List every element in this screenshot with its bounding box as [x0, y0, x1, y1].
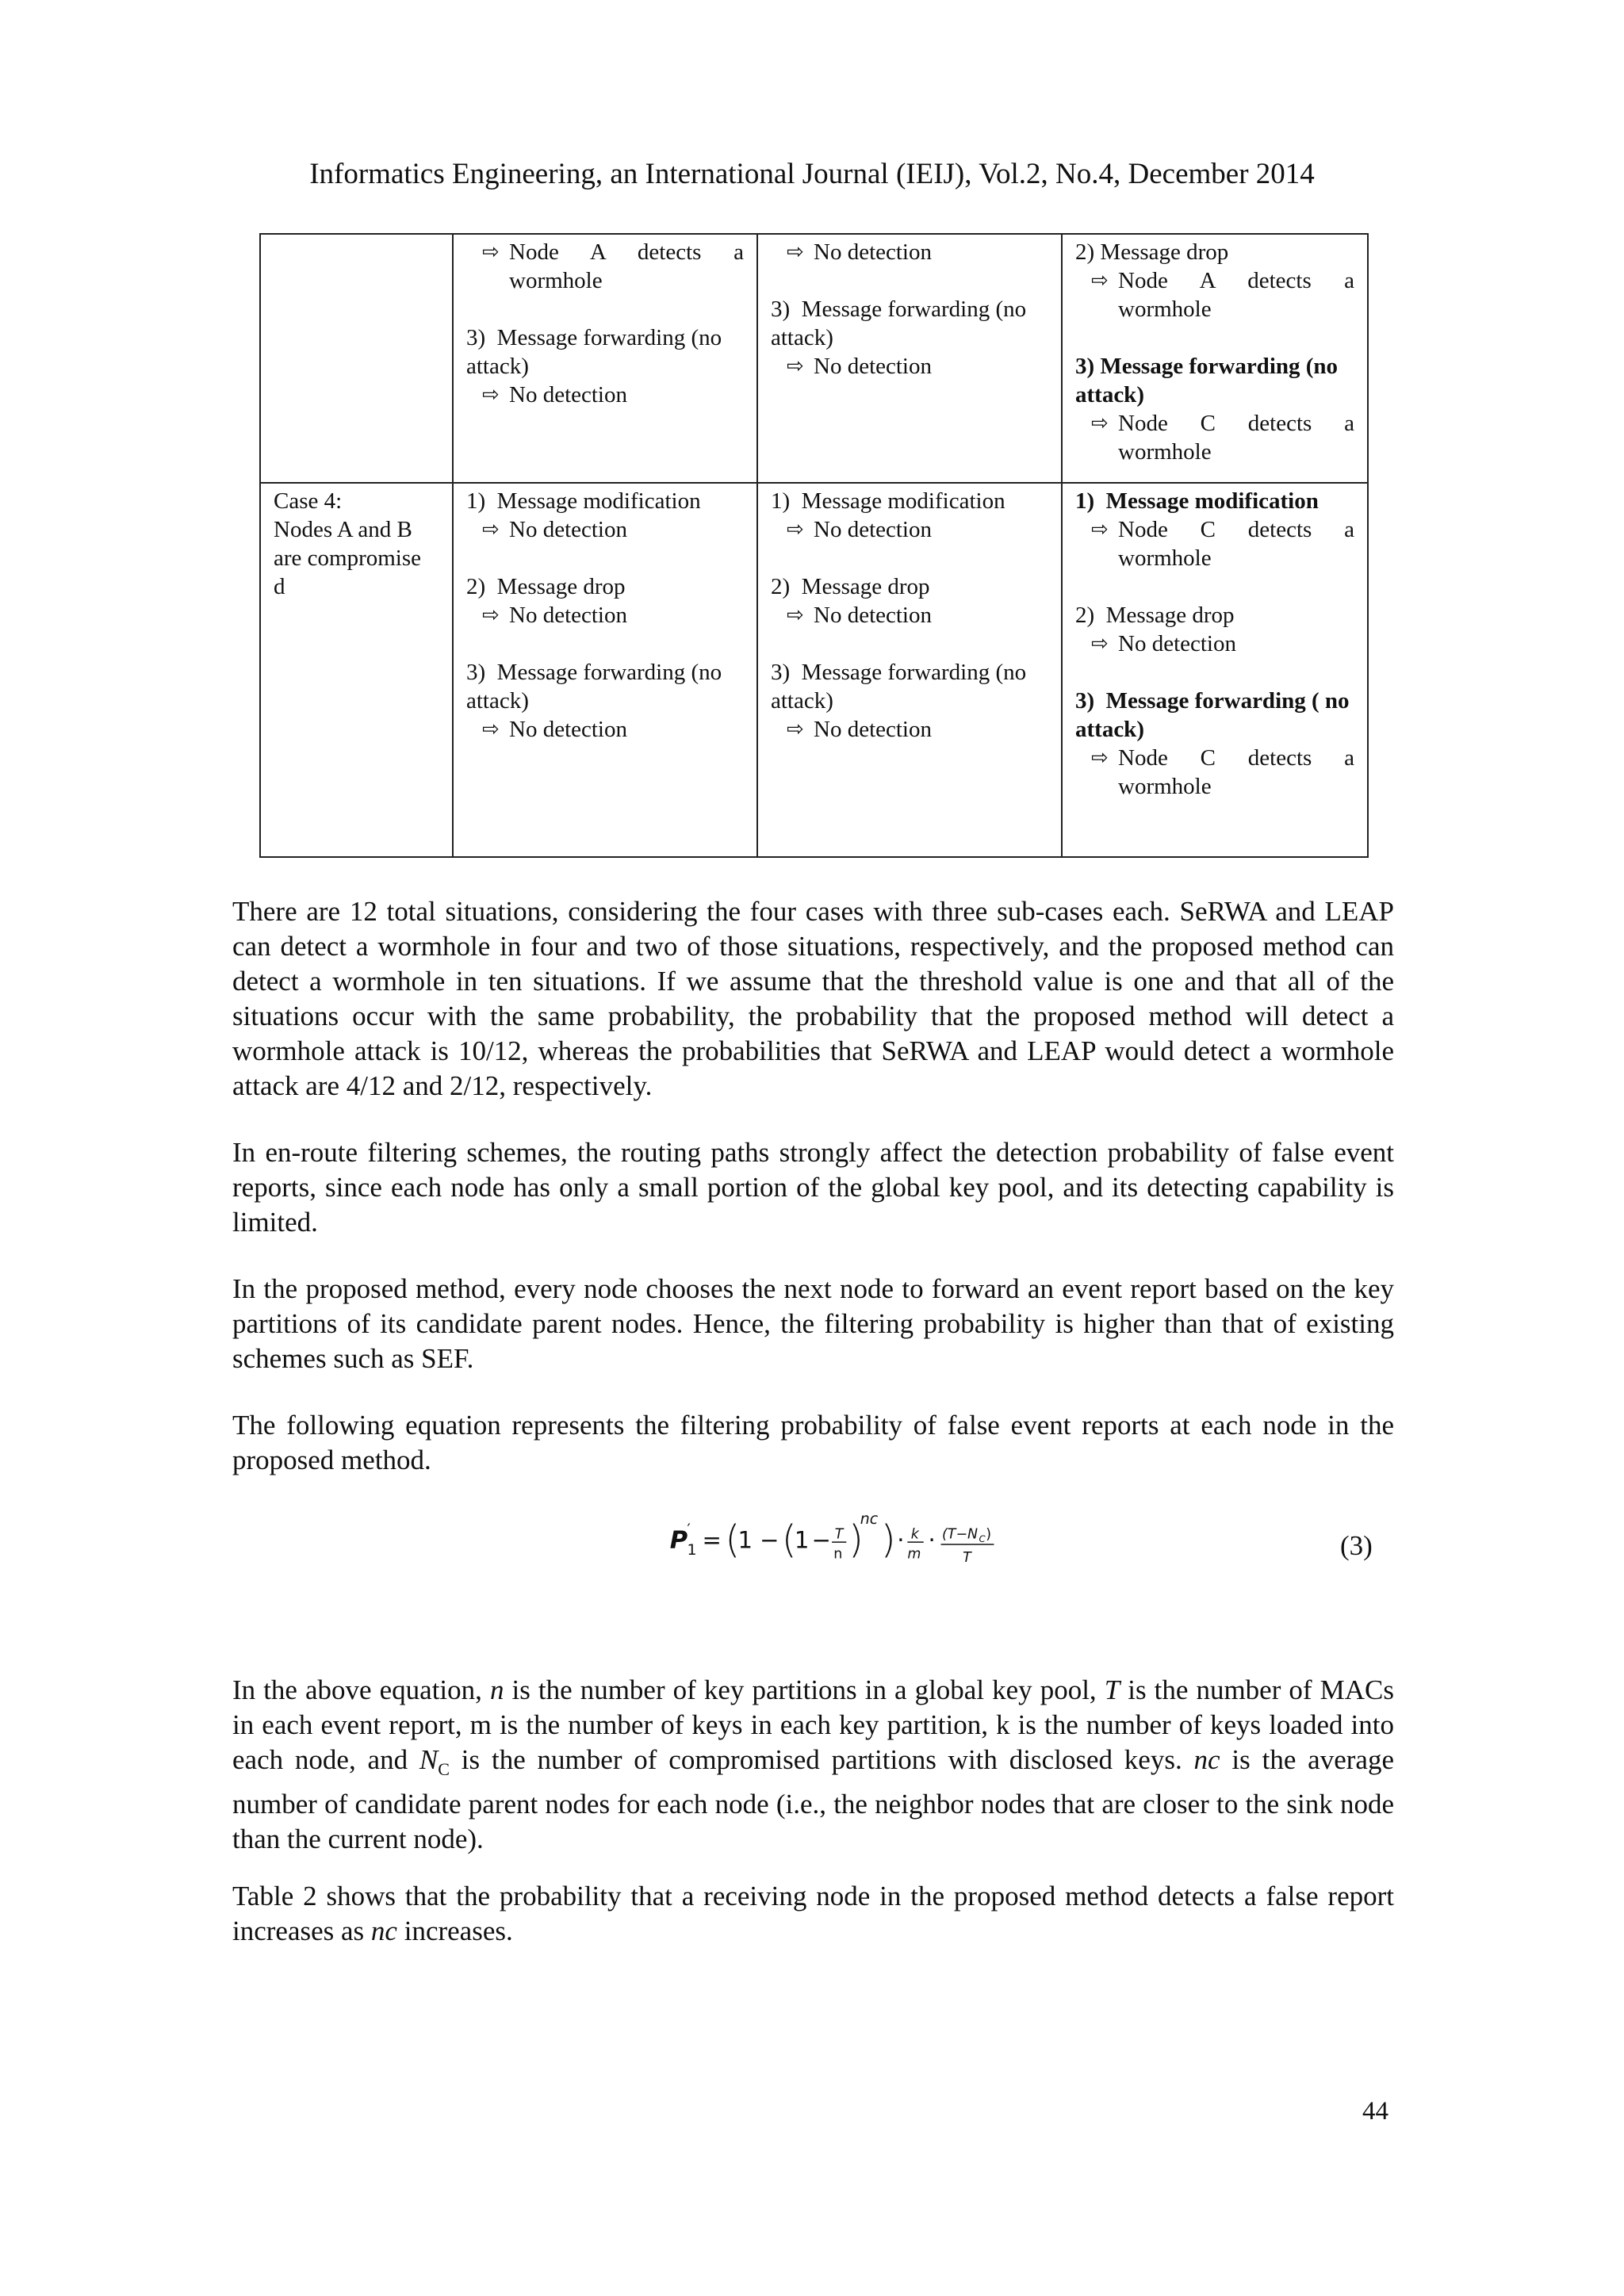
equation-number: (3)	[1340, 1530, 1373, 1561]
table-cell-case: Case 4: Nodes A and B are compromise d	[260, 483, 453, 857]
arrow-icon: ⇨	[1091, 746, 1109, 770]
comparison-table	[259, 233, 1369, 858]
equation-frac3-num-close: )	[986, 1526, 992, 1543]
equation-frac2-den: m	[907, 1546, 921, 1563]
table-cell-leap: 1) Message modification ⇨ Node C detects a wormhole 2) Message drop ⇨ No detection 3) Message forwarding ( no attack) ⇨ Node C detects a wormhole	[1062, 483, 1368, 857]
table-cell-leap: 2) Message drop ⇨ Node A detects a wormhole 3) Message forwarding (no attack) ⇨ Node C detects a wormhole	[1062, 234, 1368, 483]
arrow-icon: ⇨	[787, 718, 804, 741]
detection-line: ⇨ Node C detects a wormhole	[1091, 411, 1354, 465]
detection-line: ⇨ No detection	[482, 717, 627, 742]
table-cell-serwa: 1) Message modification ⇨ No detection 2) Message drop ⇨ No detection 3) Message forwarding (no attack) ⇨ No detection	[757, 483, 1062, 857]
equation-paren-inner-left: (	[781, 1517, 797, 1563]
arrow-icon: ⇨	[787, 240, 804, 264]
equation-one: 1	[737, 1526, 753, 1554]
equation-exponent: nc	[860, 1510, 879, 1528]
arrow-icon: ⇨	[787, 518, 804, 541]
arrow-icon: ⇨	[482, 383, 500, 407]
table-cell-serwa: ⇨ No detection 3) Message forwarding (no attack) ⇨ No detection	[757, 234, 1062, 483]
equation-paren-left: (	[725, 1517, 741, 1563]
paragraph-equation-explanation: In the above equation, n is the number of key partitions in a global key pool, T is the number of MACs in each event report, m is the number of keys in each key partition, k is the number of keys loaded into each node, and $N_C$ is the number of compromised partitions with disclosed keys. nc is the average number of candidate parent nodes for each node (i.e., the neighbor nodes that are closer to the sink node than the current node).	[232, 1674, 1394, 1854]
arrow-icon: ⇨	[482, 240, 500, 264]
paragraph-proposed: In the proposed method, every node chooses the next node to forward an event report based on the key partitions of its candidate parent nodes. Hence, the filtering probability is higher than that of existing schemes such as SEF.	[232, 1273, 1394, 1374]
table-cell-proposed: ⇨ Node A detects a wormhole 3) Message forwarding (no attack) ⇨ No detection	[453, 234, 757, 483]
equation-frac2-num: k	[910, 1526, 919, 1543]
arrow-icon: ⇨	[787, 354, 804, 378]
detection-line: ⇨ No detection	[1091, 631, 1236, 656]
arrow-icon: ⇨	[482, 603, 500, 627]
arrow-icon: ⇨	[482, 518, 500, 541]
table-cell-proposed: 1) Message modification ⇨ No detection 2) Message drop ⇨ No detection 3) Message forwarding (no attack) ⇨ No detection	[453, 483, 757, 857]
detection-line: ⇨ No detection	[482, 382, 627, 408]
detection-line: ⇨ No detection	[787, 517, 932, 542]
detection-line: ⇨ No detection	[787, 603, 932, 628]
equation-prime: ′	[687, 1520, 691, 1538]
arrow-icon: ⇨	[787, 603, 804, 627]
table-row	[260, 234, 1368, 483]
equation-frac1-num: T	[834, 1526, 844, 1543]
detection-line: ⇨ Node A detects a wormhole	[1091, 268, 1354, 322]
detection-line: ⇨ Node C detects a wormhole	[1091, 517, 1354, 571]
equation-frac3-num-sub: C	[979, 1533, 986, 1545]
paragraph-table2: Table 2 shows that the probability that a receiving node in the proposed method detects a false report increases as nc increases.	[232, 1881, 1394, 1946]
detection-line: ⇨ No detection	[787, 239, 932, 265]
equation-subscript: 1	[687, 1541, 697, 1559]
equation-frac3-den: T	[963, 1549, 971, 1566]
equation-paren-inner-right: )	[848, 1517, 864, 1563]
equation-paren-right: )	[880, 1517, 896, 1563]
arrow-icon: ⇨	[482, 718, 500, 741]
arrow-icon: ⇨	[1091, 269, 1109, 293]
running-header: Informatics Engineering, an International Journal (IEIJ), Vol.2, No.4, December 2014	[309, 158, 1315, 190]
paragraph-enroute: In en-route filtering schemes, the routing paths strongly affect the detection probability of false event reports, since each node has only a small portion of the global key pool, and its detecting capability is limited.	[232, 1137, 1394, 1238]
detection-line: ⇨ No detection	[482, 517, 627, 542]
equation-dot: ·	[897, 1526, 905, 1554]
table-cell-case	[260, 234, 453, 483]
equation-lhs: P	[669, 1526, 688, 1555]
equation-frac1-den: n	[833, 1546, 843, 1563]
equation-equals: =	[702, 1526, 722, 1554]
detection-line: ⇨ No detection	[787, 354, 932, 379]
detection-line: ⇨ Node C detects a wormhole	[1091, 745, 1354, 799]
detection-line: ⇨ No detection	[787, 717, 932, 742]
arrow-icon: ⇨	[1091, 632, 1109, 656]
filtering-probability-equation	[603, 1506, 1078, 1570]
paragraph-situations: There are 12 total situations, considering the four cases with three sub-cases each. SeRWA and LEAP can detect a wormhole in four and two of those situations, respectively, and the proposed method can detect a wormhole in ten situations. If we assume that the threshold value is one and that all of the situations occur with the same probability, the probability that the proposed method will detect a wormhole attack is 10/12, whereas the probabilities that SeRWA and LEAP would detect a wormhole attack are 4/12 and 2/12, respectively.	[232, 896, 1394, 1101]
arrow-icon: ⇨	[1091, 518, 1109, 541]
page-number: 44	[1362, 2097, 1388, 2126]
detection-line: ⇨ Node A detects a wormhole	[482, 239, 744, 293]
equation-minus-inner: −	[811, 1526, 832, 1554]
detection-line: ⇨ No detection	[482, 603, 627, 628]
equation-frac3-num: (T−N	[942, 1526, 979, 1543]
equation-dot-2: ·	[928, 1526, 936, 1554]
table-row	[260, 483, 1368, 857]
arrow-icon: ⇨	[1091, 411, 1109, 435]
equation-minus: −	[760, 1526, 779, 1554]
paragraph-equation-intro: The following equation represents the filtering probability of false event reports at each node in the proposed method.	[232, 1410, 1394, 1475]
equation-one-inner: 1	[794, 1526, 810, 1554]
